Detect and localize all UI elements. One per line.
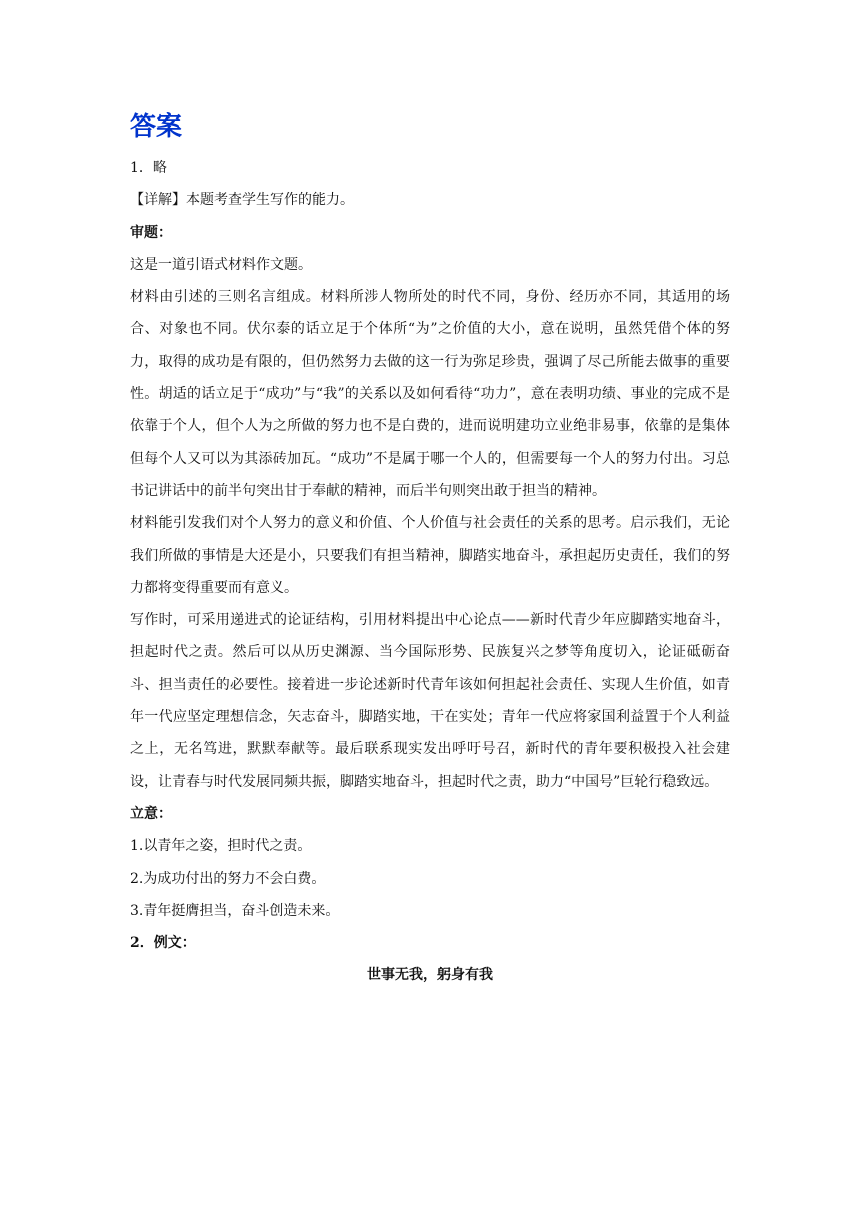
analysis-paragraph-1: 材料由引述的三则名言组成。材料所涉人物所处的时代不同，身份、经历亦不同，其适用的场合、对象也不同。伏尔泰的话立足于个体所“为”之价值的大小，意在说明，虽然凭借个体的努力，取得的成功是有限的，但仍然努力去做的这一行为弥足珍贵，强调了尽己所能去做事的重要性。胡适的话立足于“成功”与“我”的关系以及如何看待“功力”，意在表明功绩、事业的完成不是依靠于个人，但个人为之所做的努力也不是白费的，进而说明建功立业绝非易事，依靠的是集体但每个人又可以为其添砖加瓦。“成功”不是属于哪一个人的，但需要每一个人的努力付出。习总书记讲话中的前半句突出甘于奉献的精神，而后半句则突出敢于担当的精神。 [130,289,730,499]
answer-page [130,108,730,992]
question-1-number: 1．略 [130,160,167,176]
analysis-paragraph-2: 材料能引发我们对个人努力的意义和价值、个人价值与社会责任的关系的思考。启示我们，无论我们所做的事情是大还是小，只要我们有担当精神，脚踏实地奋斗，承担起历史责任，我们的努力都将变得重要而有意义。 [130,515,730,596]
review-intro: 这是一道引语式材料作文题。 [130,256,312,273]
theme-heading: 立意： [130,805,172,822]
page-title: 答案 [130,112,183,142]
question-1-detail: 【详解】本题考查学生写作的能力。 [130,192,354,209]
question-2-number: 2．例文： [130,935,196,952]
theme-item: 3.青年挺膺担当，奋斗创造未来。 [130,902,340,919]
review-heading: 审题： [130,224,172,241]
theme-item: 1.以青年之姿，担时代之责。 [130,838,312,855]
analysis-paragraph-3: 写作时，可采用递进式的论证结构，引用材料提出中心论点——新时代青少年应脚踏实地奋斗，担起时代之责。然后可以从历史渊源、当今国际形势、民族复兴之梦等角度切入，论证砥砺奋斗、担当责任的必要性。接着进一步论述新时代青年该如何担起社会责任、实现人生价值，如青年一代应坚定理想信念，矢志奋斗，脚踏实地，干在实处；青年一代应将家国利益置于个人利益之上，无名笃进，默默奉献等。最后联系现实发出呼吁号召，新时代的青年要积极投入社会建设，让青春与时代发展同频共振，脚踏实地奋斗，担起时代之责，助力“中国号”巨轮行稳致远。 [130,612,730,790]
theme-item: 2.为成功付出的努力不会白费。 [130,870,326,887]
essay-title: 世事无我，躬身有我 [367,967,493,984]
